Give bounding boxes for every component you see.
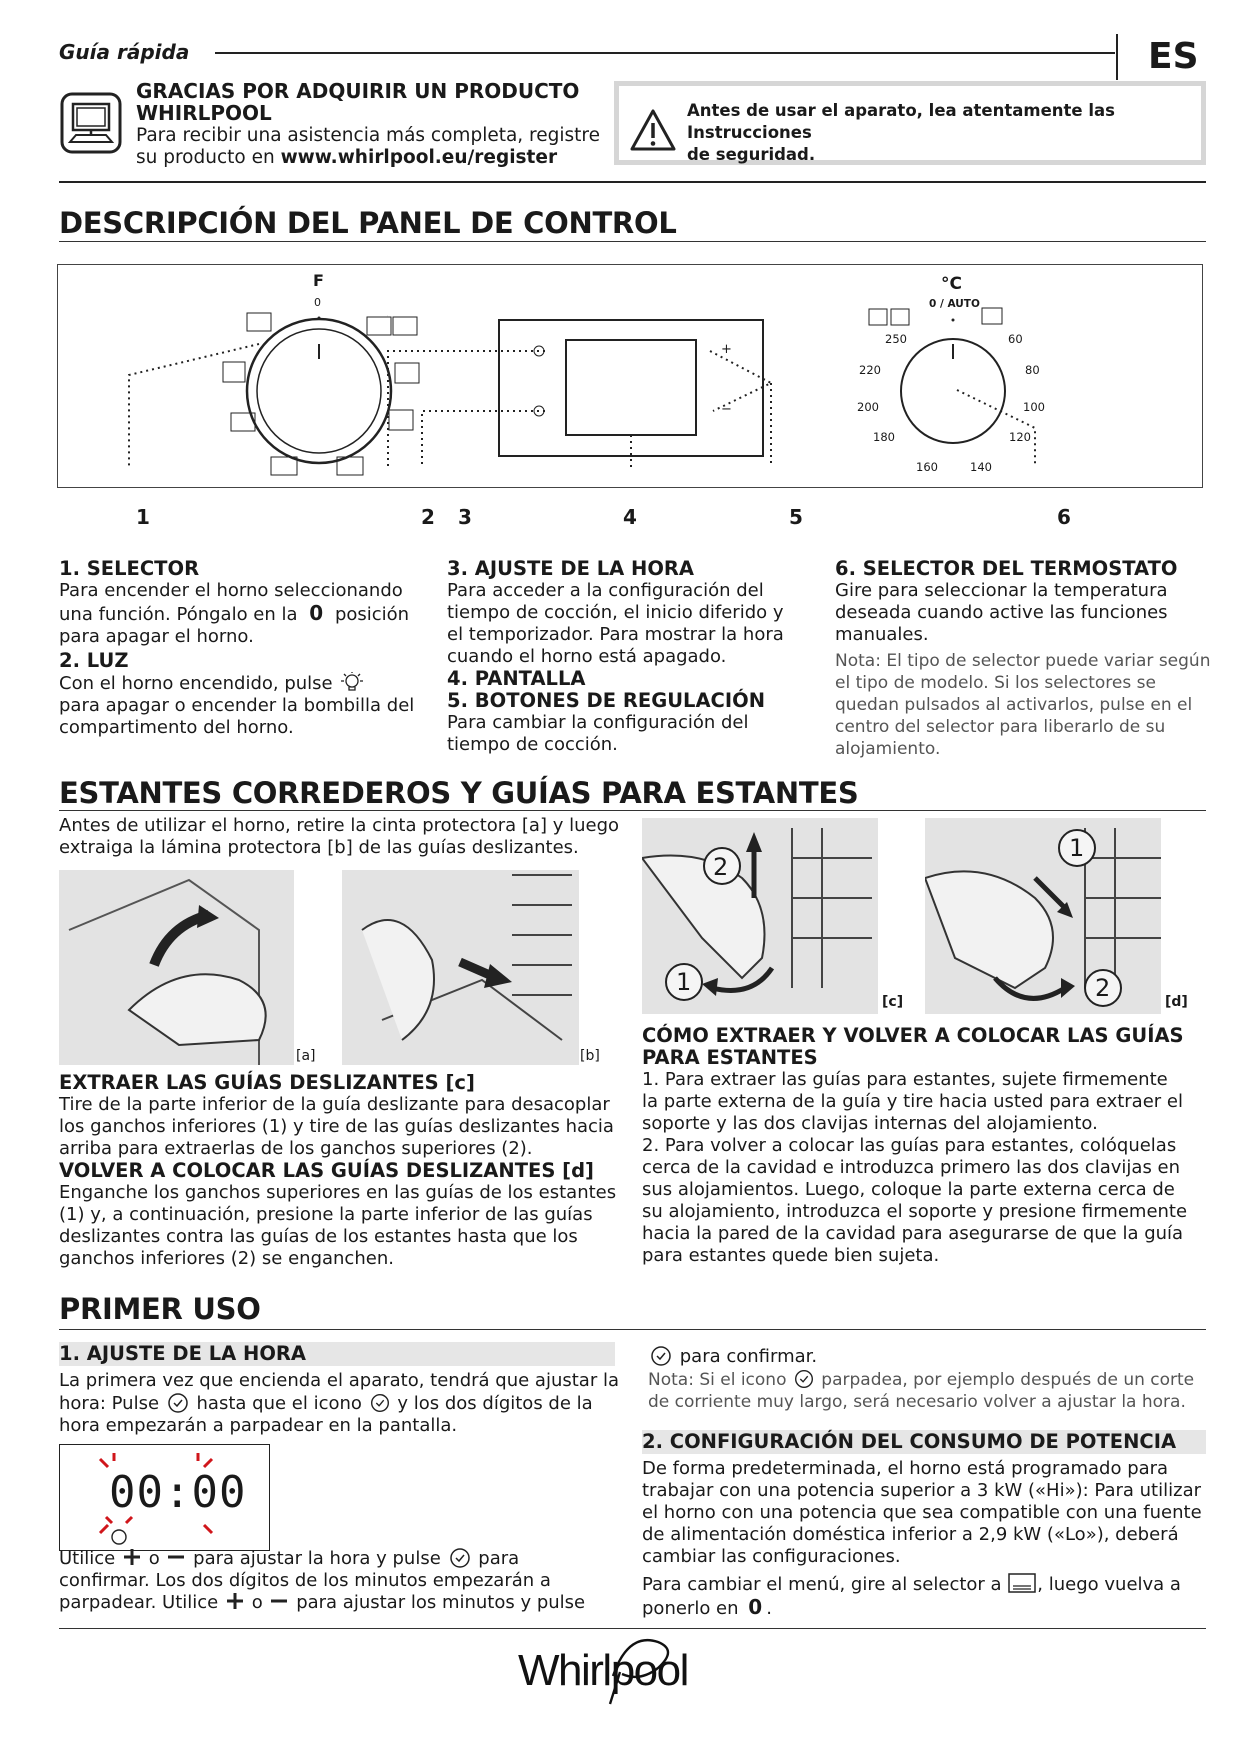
blink-note-1b: parpadea, por ejemplo después de un corte bbox=[821, 1370, 1195, 1390]
power-menu-line-2 bbox=[642, 1596, 1212, 1620]
thermo-unit-label: °C bbox=[941, 274, 962, 294]
power-menu-2b: . bbox=[766, 1598, 772, 1619]
panel-title-rule bbox=[59, 241, 1206, 242]
set-time-line-3: hora empezarán a parpadear en la pantalla. bbox=[59, 1415, 458, 1436]
selector-desc-2 bbox=[59, 602, 429, 626]
thanks-title-line2: WHIRLPOOL bbox=[136, 101, 272, 125]
minus-icon bbox=[165, 1548, 187, 1566]
selector-desc-2a: una función. Póngalo en la bbox=[59, 604, 298, 625]
temp-250: 250 bbox=[885, 332, 907, 346]
temp-120: 120 bbox=[1009, 430, 1031, 444]
blink-note-1a: Nota: Si el icono bbox=[648, 1370, 787, 1390]
plus-button-label[interactable]: + bbox=[721, 342, 732, 357]
first-use-rule bbox=[59, 1329, 1206, 1330]
thermostat-desc-1: Gire para seleccionar la temperatura bbox=[835, 580, 1168, 601]
callout-3: 3 bbox=[458, 505, 472, 529]
use-line-1b: o bbox=[148, 1548, 160, 1569]
set-time-line-2b: hasta que el icono bbox=[196, 1393, 362, 1414]
zero-symbol: 0 bbox=[309, 601, 324, 625]
power-line-5: cambiar las configuraciones. bbox=[642, 1546, 901, 1567]
set-time-heading: 1. AJUSTE DE LA HORA bbox=[59, 1342, 307, 1365]
clock-icon bbox=[648, 1345, 674, 1367]
confirm-line bbox=[648, 1345, 1218, 1368]
howto-line-8: hacia la pared de la cavidad para asegurarse de que la guía bbox=[642, 1223, 1184, 1244]
use-line-3c: para ajustar los minutos y pulse bbox=[296, 1592, 586, 1613]
howto-line-5: cerca de la cavidad e introduzca primero las dos clavijas en bbox=[642, 1157, 1181, 1178]
adjust-desc-2: tiempo de cocción. bbox=[447, 734, 618, 755]
register-prefix: su producto en bbox=[136, 147, 281, 168]
computer-register-icon bbox=[60, 92, 122, 158]
shelves-intro bbox=[59, 815, 619, 859]
power-menu-2a: ponerlo en bbox=[642, 1598, 739, 1619]
thanks-title-line1: GRACIAS POR ADQUIRIR UN PRODUCTO bbox=[136, 79, 580, 103]
temp-80: 80 bbox=[1025, 363, 1040, 377]
footer-rule bbox=[59, 1628, 1206, 1629]
safety-box bbox=[614, 81, 1206, 165]
howto-line-9: para estantes quede bien sujeta. bbox=[642, 1245, 940, 1266]
selector-f-label: F bbox=[313, 271, 324, 290]
safety-line2: de seguridad. bbox=[687, 145, 816, 164]
power-menu-1b: , luego vuelva a bbox=[1037, 1574, 1181, 1595]
image-label-c: [c] bbox=[882, 994, 904, 1010]
confirm-text bbox=[648, 1345, 1218, 1413]
howto-line-1: 1. Para extraer las guías para estantes, sujete firmemente bbox=[642, 1069, 1168, 1090]
extract-line-2: los ganchos inferiores (1) y tire de las guías deslizantes hacia bbox=[59, 1116, 614, 1137]
desc-col-1 bbox=[59, 558, 429, 739]
use-line-1c: para ajustar la hora y pulse bbox=[193, 1548, 441, 1569]
use-line-2: confirmar. Los dos dígitos de los minutos empezarán a bbox=[59, 1570, 551, 1591]
refit-step-2-mark: 2 bbox=[1095, 974, 1111, 1002]
blink-note-1 bbox=[648, 1368, 1218, 1391]
refit-step-1-mark: 1 bbox=[1069, 834, 1085, 862]
image-label-d: [d] bbox=[1165, 994, 1188, 1010]
shelves-intro-2: extraiga la lámina protectora [b] de las guías deslizantes. bbox=[59, 837, 579, 858]
clock-heading: 3. AJUSTE DE LA HORA bbox=[447, 557, 695, 580]
clock-icon bbox=[368, 1392, 392, 1414]
howto-line-4: 2. Para volver a colocar las guías para estantes, colóquelas bbox=[642, 1135, 1177, 1156]
extract-line-3: arriba para extraerlas de los ganchos superiores (2). bbox=[59, 1138, 533, 1159]
desc-col-3 bbox=[835, 558, 1215, 760]
image-label-a: [a] bbox=[296, 1048, 316, 1064]
thanks-title bbox=[136, 80, 579, 124]
thermostat-note-1: Nota: El tipo de selector puede variar según bbox=[835, 651, 1211, 671]
temp-200: 200 bbox=[857, 400, 879, 414]
power-line-3: el horno con una potencia que sea compatible con una fuente bbox=[642, 1502, 1202, 1523]
panel-section-title: DESCRIPCIÓN DEL PANEL DE CONTROL bbox=[59, 206, 677, 240]
power-menu-1a: Para cambiar el menú, gire al selector a bbox=[642, 1574, 1002, 1595]
guide-extract-illustration bbox=[642, 818, 878, 1014]
whirlpool-logo bbox=[518, 1636, 748, 1706]
header-rule bbox=[215, 52, 1115, 54]
selector-desc-1: Para encender el horno seleccionando bbox=[59, 580, 403, 601]
first-use-title: PRIMER USO bbox=[59, 1292, 261, 1326]
refit-line-4: ganchos inferiores (2) se enganchen. bbox=[59, 1248, 394, 1269]
callout-4: 4 bbox=[623, 505, 637, 529]
safety-text bbox=[687, 100, 1201, 166]
confirm-line-text: para confirmar. bbox=[679, 1346, 818, 1367]
register-line2 bbox=[136, 147, 600, 169]
light-desc-1 bbox=[59, 672, 429, 695]
plus-icon bbox=[121, 1548, 143, 1566]
guide-label: Guía rápida bbox=[59, 40, 190, 64]
display-heading: 4. PANTALLA bbox=[447, 667, 586, 690]
temp-140: 140 bbox=[970, 460, 992, 474]
thermostat-note-5: alojamiento. bbox=[835, 739, 941, 759]
temp-60: 60 bbox=[1008, 332, 1023, 346]
clock-icon bbox=[447, 1547, 473, 1569]
howto-line-7: su alojamiento, introduzca el soporte y presione firmemente bbox=[642, 1201, 1188, 1222]
use-line-3b: o bbox=[251, 1592, 263, 1613]
adjust-desc-1: Para cambiar la configuración del bbox=[447, 712, 749, 733]
thermostat-desc-2: deseada cuando active las funciones bbox=[835, 602, 1168, 623]
howto-heading-1: CÓMO EXTRAER Y VOLVER A COLOCAR LAS GUÍAS bbox=[642, 1024, 1184, 1047]
clock-icon bbox=[792, 1368, 816, 1390]
clock-desc-1: Para acceder a la configuración del bbox=[447, 580, 764, 601]
whirlpool-wordmark: Whirlpool bbox=[518, 1646, 688, 1695]
thermostat-note-4: centro del selector para liberarlo de su bbox=[835, 717, 1166, 737]
clock-display-box bbox=[59, 1444, 270, 1551]
shelves-section-title: ESTANTES CORREDEROS Y GUÍAS PARA ESTANTES bbox=[59, 776, 859, 810]
extract-line-1: Tire de la parte inferior de la guía deslizante para desacoplar bbox=[59, 1094, 610, 1115]
set-time-line-2a: hora: Pulse bbox=[59, 1393, 160, 1414]
howto-section bbox=[642, 1025, 1212, 1267]
temp-220: 220 bbox=[859, 363, 881, 377]
extract-step-2-mark: 2 bbox=[713, 853, 729, 881]
use-line-3a: parpadear. Utilice bbox=[59, 1592, 219, 1613]
howto-heading-2: PARA ESTANTES bbox=[642, 1046, 818, 1069]
guide-refit-illustration bbox=[925, 818, 1161, 1014]
howto-line-2: la parte externa de la guía y tire hacia usted para extraer el bbox=[642, 1091, 1183, 1112]
light-heading: 2. LUZ bbox=[59, 649, 129, 672]
set-time-line-2c: y los dos dígitos de la bbox=[397, 1393, 593, 1414]
thermo-auto-label: 0 / AUTO bbox=[929, 298, 980, 310]
plus-icon bbox=[224, 1592, 246, 1610]
header-bottom-rule bbox=[59, 181, 1206, 183]
menu-function-icon bbox=[1007, 1572, 1037, 1594]
set-time-line-2 bbox=[59, 1392, 619, 1415]
refit-heading: VOLVER A COLOCAR LAS GUÍAS DESLIZANTES [d] bbox=[59, 1159, 594, 1182]
light-desc-3: compartimento del horno. bbox=[59, 717, 294, 738]
temp-160: 160 bbox=[916, 460, 938, 474]
header-divider bbox=[1116, 34, 1118, 80]
selector-desc-3: para apagar el horno. bbox=[59, 626, 254, 647]
register-text bbox=[136, 125, 600, 169]
adjust-buttons-heading: 5. BOTONES DE REGULACIÓN bbox=[447, 689, 766, 712]
temp-180: 180 bbox=[873, 430, 895, 444]
use-line-1a: Utilice bbox=[59, 1548, 116, 1569]
language-code: ES bbox=[1148, 36, 1199, 77]
callout-1: 1 bbox=[136, 505, 150, 529]
image-label-b: [b] bbox=[580, 1048, 600, 1064]
set-time-line-1: La primera vez que encienda el aparato, tendrá que ajustar la bbox=[59, 1370, 619, 1391]
callout-6: 6 bbox=[1057, 505, 1071, 529]
refit-line-1: Enganche los ganchos superiores en las guías de los estantes bbox=[59, 1182, 617, 1203]
safety-line1: Antes de usar el aparato, lea atentamente las Instrucciones bbox=[687, 101, 1115, 142]
film-removal-illustration bbox=[342, 870, 579, 1065]
extract-section bbox=[59, 1072, 619, 1270]
clock-desc-3: el temporizador. Para mostrar la hora bbox=[447, 624, 784, 645]
use-line-1 bbox=[59, 1547, 619, 1570]
use-buttons-text bbox=[59, 1547, 619, 1614]
selector-zero-label: 0 bbox=[314, 296, 321, 309]
power-line-4: de alimentación doméstica inferior a 2,9 kW («Lo»), deberá bbox=[642, 1524, 1179, 1545]
desc-col-2 bbox=[447, 558, 817, 756]
minus-button-label[interactable]: − bbox=[721, 402, 732, 417]
zero-symbol: 0 bbox=[748, 1595, 763, 1619]
clock-desc-4: cuando el horno está apagado. bbox=[447, 646, 727, 667]
clock-icon bbox=[165, 1392, 191, 1414]
power-heading: 2. CONFIGURACIÓN DEL CONSUMO DE POTENCIA bbox=[642, 1430, 1177, 1453]
refit-line-3: deslizantes contra las guías de los estantes hasta que los bbox=[59, 1226, 578, 1247]
callout-5: 5 bbox=[789, 505, 803, 529]
light-bulb-icon bbox=[338, 672, 366, 694]
power-line-1: De forma predeterminada, el horno está programado para bbox=[642, 1458, 1169, 1479]
light-desc-2: para apagar o encender la bombilla del bbox=[59, 695, 415, 716]
tape-removal-illustration bbox=[59, 870, 294, 1065]
selector-desc-2b: posición bbox=[334, 604, 410, 625]
set-time-intro bbox=[59, 1370, 619, 1437]
extract-heading: EXTRAER LAS GUÍAS DESLIZANTES [c] bbox=[59, 1071, 475, 1094]
blink-marks bbox=[60, 1445, 271, 1552]
control-panel-diagram bbox=[57, 264, 1203, 488]
howto-line-3: soporte y las dos clavijas internas del alojamiento. bbox=[642, 1113, 1098, 1134]
clock-desc-2: tiempo de cocción, el inicio diferido y bbox=[447, 602, 784, 623]
light-desc-1a: Con el horno encendido, pulse bbox=[59, 673, 333, 694]
thermostat-note-2: el tipo de modelo. Si los selectores se bbox=[835, 673, 1156, 693]
warning-icon bbox=[629, 108, 677, 156]
thermostat-heading: 6. SELECTOR DEL TERMOSTATO bbox=[835, 557, 1178, 580]
selector-heading: 1. SELECTOR bbox=[59, 557, 200, 580]
blink-note-2: de corriente muy largo, será necesario volver a ajustar la hora. bbox=[648, 1392, 1186, 1412]
refit-line-2: (1) y, a continuación, presione la parte inferior de las guías bbox=[59, 1204, 593, 1225]
shelves-intro-1: Antes de utilizar el horno, retire la cinta protectora [a] y luego bbox=[59, 815, 620, 836]
minus-icon bbox=[268, 1592, 290, 1610]
blinking-time-readout: 00:00 bbox=[109, 1467, 247, 1518]
register-link[interactable]: www.whirlpool.eu/register bbox=[280, 147, 558, 168]
thermostat-desc-3: manuales. bbox=[835, 624, 929, 645]
power-text bbox=[642, 1458, 1212, 1620]
use-line-3 bbox=[59, 1592, 619, 1614]
use-line-1d: para bbox=[478, 1548, 520, 1569]
temp-100: 100 bbox=[1023, 400, 1045, 414]
thermostat-note-3: quedan pulsados al activarlos, pulse en el bbox=[835, 695, 1193, 715]
extract-step-1-mark: 1 bbox=[676, 968, 692, 996]
callout-2: 2 bbox=[421, 505, 435, 529]
power-menu-line-1 bbox=[642, 1572, 1212, 1596]
power-line-2: trabajar con una potencia superior a 3 kW («Hi»): Para utilizar bbox=[642, 1480, 1201, 1501]
howto-line-6: sus alojamientos. Luego, coloque la parte externa cerca de bbox=[642, 1179, 1175, 1200]
register-line1: Para recibir una asistencia más completa, registre bbox=[136, 125, 600, 146]
shelves-title-rule bbox=[59, 810, 1206, 811]
